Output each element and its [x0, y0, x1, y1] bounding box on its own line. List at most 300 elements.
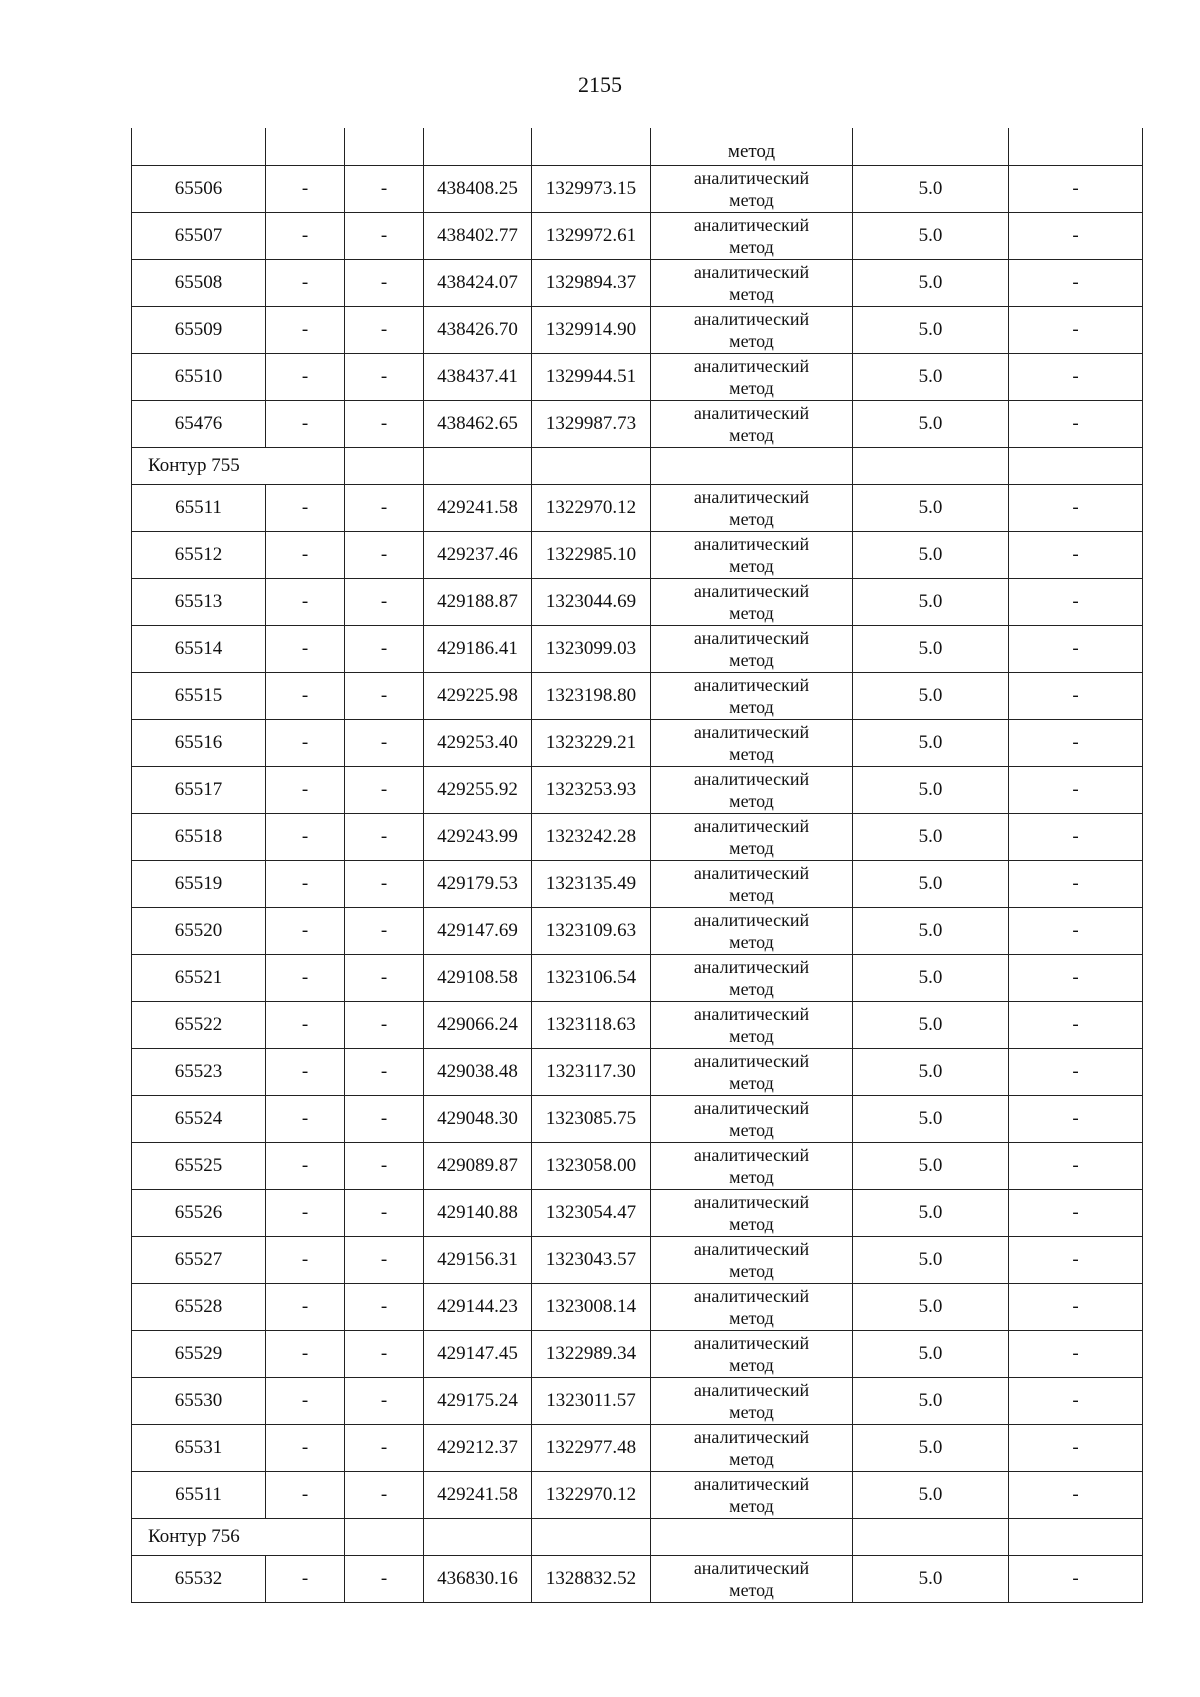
method-line-2: метод	[729, 236, 774, 257]
method-line-2: метод	[729, 1307, 774, 1328]
dash-cell: -	[345, 306, 424, 353]
method-line-2: метод	[729, 602, 774, 623]
dash-cell: -	[345, 813, 424, 860]
accuracy-cell: 5.0	[853, 165, 1009, 212]
section-row	[132, 447, 1143, 484]
dash-cell: -	[345, 907, 424, 954]
dash-cell: -	[1009, 1095, 1143, 1142]
dash-cell: -	[345, 353, 424, 400]
table-row	[132, 625, 1143, 672]
dash-cell: -	[345, 719, 424, 766]
method-line-1: аналитический	[693, 1557, 810, 1578]
accuracy-cell: 5.0	[853, 1283, 1009, 1330]
y-coordinate-cell: 1323229.21	[532, 719, 651, 766]
dash-cell: -	[266, 1001, 345, 1048]
dash-cell: -	[266, 1555, 345, 1602]
method-cell	[651, 259, 853, 306]
accuracy-cell: 5.0	[853, 1330, 1009, 1377]
dash-cell: -	[345, 484, 424, 531]
table-cell	[853, 128, 1009, 165]
method-cell	[651, 907, 853, 954]
table-cell	[424, 1518, 532, 1555]
y-coordinate-cell: 1329914.90	[532, 306, 651, 353]
dash-cell: -	[345, 766, 424, 813]
y-coordinate-cell: 1329972.61	[532, 212, 651, 259]
table-cell	[532, 447, 651, 484]
dash-cell: -	[1009, 719, 1143, 766]
method-line-1: аналитический	[693, 1426, 810, 1447]
method-cell	[651, 400, 853, 447]
accuracy-cell: 5.0	[853, 1236, 1009, 1283]
method-cell	[651, 954, 853, 1001]
method-cell	[651, 1001, 853, 1048]
point-id-cell: 65523	[132, 1048, 266, 1095]
table-row	[132, 766, 1143, 813]
accuracy-cell: 5.0	[853, 578, 1009, 625]
page-number: 2155	[578, 72, 622, 97]
method-line-2: метод	[729, 1260, 774, 1281]
accuracy-cell: 5.0	[853, 1048, 1009, 1095]
dash-cell: -	[1009, 1471, 1143, 1518]
point-id-cell: 65530	[132, 1377, 266, 1424]
method-cell	[651, 625, 853, 672]
dash-cell: -	[266, 954, 345, 1001]
accuracy-cell: 5.0	[853, 907, 1009, 954]
x-coordinate-cell: 429253.40	[424, 719, 532, 766]
table-cell	[266, 128, 345, 165]
method-line-1: аналитический	[693, 627, 810, 648]
method-line-2: метод	[729, 1354, 774, 1375]
method-cell	[651, 1471, 853, 1518]
dash-cell: -	[345, 1424, 424, 1471]
method-cell	[651, 1142, 853, 1189]
point-id-cell: 65529	[132, 1330, 266, 1377]
method-line-1: аналитический	[693, 1050, 810, 1071]
y-coordinate-cell: 1323043.57	[532, 1236, 651, 1283]
point-id-cell: 65508	[132, 259, 266, 306]
dash-cell: -	[1009, 907, 1143, 954]
section-label: Контур 756	[132, 1518, 345, 1555]
x-coordinate-cell: 429255.92	[424, 766, 532, 813]
dash-cell: -	[345, 578, 424, 625]
coordinates-table	[131, 128, 1143, 1603]
table-row	[132, 1142, 1143, 1189]
method-cell	[651, 353, 853, 400]
method-line-2: метод	[729, 743, 774, 764]
dash-cell: -	[1009, 1236, 1143, 1283]
table-cell	[424, 447, 532, 484]
table-row	[132, 212, 1143, 259]
x-coordinate-cell: 429147.45	[424, 1330, 532, 1377]
table-row	[132, 1377, 1143, 1424]
method-cell	[651, 766, 853, 813]
x-coordinate-cell: 429140.88	[424, 1189, 532, 1236]
dash-cell: -	[345, 531, 424, 578]
dash-cell: -	[1009, 531, 1143, 578]
method-line-2: метод	[729, 1213, 774, 1234]
dash-cell: -	[345, 400, 424, 447]
table-cell	[132, 128, 266, 165]
y-coordinate-cell: 1329894.37	[532, 259, 651, 306]
x-coordinate-cell: 438408.25	[424, 165, 532, 212]
dash-cell: -	[266, 578, 345, 625]
point-id-cell: 65510	[132, 353, 266, 400]
y-coordinate-cell: 1323109.63	[532, 907, 651, 954]
method-cell	[651, 1189, 853, 1236]
accuracy-cell: 5.0	[853, 625, 1009, 672]
accuracy-cell: 5.0	[853, 1377, 1009, 1424]
x-coordinate-cell: 438402.77	[424, 212, 532, 259]
accuracy-cell: 5.0	[853, 484, 1009, 531]
dash-cell: -	[1009, 1189, 1143, 1236]
y-coordinate-cell: 1323117.30	[532, 1048, 651, 1095]
method-line-2: метод	[729, 1579, 774, 1600]
method-line-1: аналитический	[693, 402, 810, 423]
dash-cell: -	[345, 1555, 424, 1602]
y-coordinate-cell: 1323198.80	[532, 672, 651, 719]
dash-cell: -	[1009, 1048, 1143, 1095]
point-id-cell: 65517	[132, 766, 266, 813]
dash-cell: -	[1009, 306, 1143, 353]
dash-cell: -	[1009, 954, 1143, 1001]
dash-cell: -	[1009, 1283, 1143, 1330]
method-cell	[651, 531, 853, 578]
y-coordinate-cell: 1323253.93	[532, 766, 651, 813]
dash-cell: -	[266, 907, 345, 954]
table-body	[132, 128, 1143, 1602]
y-coordinate-cell: 1322977.48	[532, 1424, 651, 1471]
table-cell	[345, 128, 424, 165]
x-coordinate-cell: 429179.53	[424, 860, 532, 907]
accuracy-cell: 5.0	[853, 531, 1009, 578]
dash-cell: -	[266, 766, 345, 813]
method-line-2: метод	[729, 1119, 774, 1140]
y-coordinate-cell: 1322970.12	[532, 484, 651, 531]
x-coordinate-cell: 429237.46	[424, 531, 532, 578]
dash-cell: -	[345, 1236, 424, 1283]
method-line-2: метод	[729, 884, 774, 905]
method-line-1: аналитический	[693, 1144, 810, 1165]
dash-cell: -	[1009, 860, 1143, 907]
table-row	[132, 1283, 1143, 1330]
method-line-1: аналитический	[693, 167, 810, 188]
table-row	[132, 719, 1143, 766]
dash-cell: -	[1009, 766, 1143, 813]
x-coordinate-cell: 429241.58	[424, 484, 532, 531]
point-id-cell: 65521	[132, 954, 266, 1001]
dash-cell: -	[266, 259, 345, 306]
method-line-2: метод	[729, 1025, 774, 1046]
point-id-cell: 65525	[132, 1142, 266, 1189]
method-line-1: аналитический	[693, 1332, 810, 1353]
method-line-1: аналитический	[693, 1097, 810, 1118]
continuation-row	[132, 128, 1143, 165]
method-cell	[651, 1236, 853, 1283]
table-row	[132, 672, 1143, 719]
table-cell	[853, 447, 1009, 484]
table-row	[132, 1189, 1143, 1236]
x-coordinate-cell: 429243.99	[424, 813, 532, 860]
point-id-cell: 65511	[132, 1471, 266, 1518]
dash-cell: -	[345, 1048, 424, 1095]
dash-cell: -	[266, 531, 345, 578]
dash-cell: -	[266, 1424, 345, 1471]
point-id-cell: 65515	[132, 672, 266, 719]
method-line-2: метод	[729, 790, 774, 811]
dash-cell: -	[1009, 1330, 1143, 1377]
table-row	[132, 1095, 1143, 1142]
table-row	[132, 1424, 1143, 1471]
table-row	[132, 1330, 1143, 1377]
y-coordinate-cell: 1323054.47	[532, 1189, 651, 1236]
point-id-cell: 65513	[132, 578, 266, 625]
method-line-1: аналитический	[693, 768, 810, 789]
y-coordinate-cell: 1322970.12	[532, 1471, 651, 1518]
dash-cell: -	[266, 165, 345, 212]
dash-cell: -	[1009, 1142, 1143, 1189]
dash-cell: -	[1009, 353, 1143, 400]
dash-cell: -	[345, 860, 424, 907]
method-line-2: метод	[729, 1495, 774, 1516]
accuracy-cell: 5.0	[853, 212, 1009, 259]
method-cell	[651, 1095, 853, 1142]
point-id-cell: 65526	[132, 1189, 266, 1236]
dash-cell: -	[266, 306, 345, 353]
x-coordinate-cell: 429241.58	[424, 1471, 532, 1518]
point-id-cell: 65514	[132, 625, 266, 672]
x-coordinate-cell: 429225.98	[424, 672, 532, 719]
dash-cell: -	[345, 954, 424, 1001]
dash-cell: -	[266, 212, 345, 259]
point-id-cell: 65476	[132, 400, 266, 447]
y-coordinate-cell: 1322989.34	[532, 1330, 651, 1377]
method-line-2: метод	[729, 1072, 774, 1093]
method-line-1: аналитический	[693, 1191, 810, 1212]
point-id-cell: 65519	[132, 860, 266, 907]
method-line-1: аналитический	[693, 956, 810, 977]
dash-cell: -	[266, 672, 345, 719]
method-line-1: аналитический	[693, 1285, 810, 1306]
x-coordinate-cell: 429147.69	[424, 907, 532, 954]
dash-cell: -	[1009, 1377, 1143, 1424]
accuracy-cell: 5.0	[853, 1001, 1009, 1048]
y-coordinate-cell: 1323058.00	[532, 1142, 651, 1189]
method-cell	[651, 1330, 853, 1377]
section-row	[132, 1518, 1143, 1555]
dash-cell: -	[345, 672, 424, 719]
accuracy-cell: 5.0	[853, 400, 1009, 447]
method-cell	[651, 1283, 853, 1330]
point-id-cell: 65527	[132, 1236, 266, 1283]
dash-cell: -	[266, 1095, 345, 1142]
table-cell	[532, 1518, 651, 1555]
accuracy-cell: 5.0	[853, 1424, 1009, 1471]
table-row	[132, 1001, 1143, 1048]
accuracy-cell: 5.0	[853, 860, 1009, 907]
table-row	[132, 353, 1143, 400]
method-cell	[651, 1424, 853, 1471]
method-cell	[651, 484, 853, 531]
table-row	[132, 578, 1143, 625]
x-coordinate-cell: 438462.65	[424, 400, 532, 447]
point-id-cell: 65507	[132, 212, 266, 259]
dash-cell: -	[1009, 1555, 1143, 1602]
point-id-cell: 65506	[132, 165, 266, 212]
accuracy-cell: 5.0	[853, 813, 1009, 860]
dash-cell: -	[266, 1048, 345, 1095]
method-line-1: аналитический	[693, 674, 810, 695]
accuracy-cell: 5.0	[853, 954, 1009, 1001]
dash-cell: -	[345, 625, 424, 672]
accuracy-cell: 5.0	[853, 1189, 1009, 1236]
method-line-2: метод	[729, 1166, 774, 1187]
dash-cell: -	[345, 1471, 424, 1518]
table-cell	[345, 447, 424, 484]
method-line-2: метод	[729, 189, 774, 210]
dash-cell: -	[266, 1377, 345, 1424]
method-line-2: метод	[729, 508, 774, 529]
point-id-cell: 65528	[132, 1283, 266, 1330]
dash-cell: -	[345, 1330, 424, 1377]
method-cell	[651, 1377, 853, 1424]
table-row	[132, 259, 1143, 306]
method-line-2: метод	[729, 424, 774, 445]
table-row	[132, 907, 1143, 954]
method-cell	[651, 719, 853, 766]
dash-cell: -	[1009, 1001, 1143, 1048]
method-line-1: аналитический	[693, 355, 810, 376]
table-row	[132, 531, 1143, 578]
x-coordinate-cell: 438437.41	[424, 353, 532, 400]
accuracy-cell: 5.0	[853, 766, 1009, 813]
y-coordinate-cell: 1323011.57	[532, 1377, 651, 1424]
dash-cell: -	[266, 860, 345, 907]
table-cell	[651, 1518, 853, 1555]
x-coordinate-cell: 436830.16	[424, 1555, 532, 1602]
dash-cell: -	[345, 212, 424, 259]
dash-cell: -	[266, 1283, 345, 1330]
table-cell	[853, 1518, 1009, 1555]
method-line-1: аналитический	[693, 1238, 810, 1259]
x-coordinate-cell: 429108.58	[424, 954, 532, 1001]
x-coordinate-cell: 438424.07	[424, 259, 532, 306]
y-coordinate-cell: 1323118.63	[532, 1001, 651, 1048]
dash-cell: -	[266, 353, 345, 400]
table-cell	[424, 128, 532, 165]
dash-cell: -	[266, 400, 345, 447]
dash-cell: -	[345, 1283, 424, 1330]
method-cell	[651, 165, 853, 212]
x-coordinate-cell: 429175.24	[424, 1377, 532, 1424]
table-row	[132, 400, 1143, 447]
method-line-2: метод	[729, 1401, 774, 1422]
method-cell	[651, 1048, 853, 1095]
x-coordinate-cell: 429212.37	[424, 1424, 532, 1471]
method-line-1: аналитический	[693, 580, 810, 601]
method-line-1: аналитический	[693, 214, 810, 235]
method-line-1: аналитический	[693, 308, 810, 329]
method-cell	[651, 860, 853, 907]
y-coordinate-cell: 1323106.54	[532, 954, 651, 1001]
method-cell	[651, 212, 853, 259]
method-line-2: метод	[729, 377, 774, 398]
dash-cell: -	[1009, 625, 1143, 672]
method-line-1: аналитический	[693, 1003, 810, 1024]
dash-cell: -	[266, 813, 345, 860]
method-cell	[651, 813, 853, 860]
y-coordinate-cell: 1328832.52	[532, 1555, 651, 1602]
method-line-1: аналитический	[693, 909, 810, 930]
x-coordinate-cell: 429144.23	[424, 1283, 532, 1330]
y-coordinate-cell: 1323085.75	[532, 1095, 651, 1142]
table-row	[132, 1555, 1143, 1602]
x-coordinate-cell: 429089.87	[424, 1142, 532, 1189]
dash-cell: -	[1009, 259, 1143, 306]
method-line-2: метод	[729, 555, 774, 576]
method-line-1: аналитический	[693, 1379, 810, 1400]
method-cell	[651, 672, 853, 719]
method-line-1: аналитический	[693, 261, 810, 282]
point-id-cell: 65532	[132, 1555, 266, 1602]
method-cell	[651, 578, 853, 625]
accuracy-cell: 5.0	[853, 1471, 1009, 1518]
method-line-1: аналитический	[693, 1473, 810, 1494]
table-cell	[532, 128, 651, 165]
y-coordinate-cell: 1323242.28	[532, 813, 651, 860]
accuracy-cell: 5.0	[853, 306, 1009, 353]
point-id-cell: 65511	[132, 484, 266, 531]
table-cell	[1009, 128, 1143, 165]
accuracy-cell: 5.0	[853, 719, 1009, 766]
method-line-2: метод	[729, 330, 774, 351]
x-coordinate-cell: 429186.41	[424, 625, 532, 672]
method-line-2: метод	[729, 1448, 774, 1469]
table-row	[132, 165, 1143, 212]
accuracy-cell: 5.0	[853, 1555, 1009, 1602]
method-line-2: метод	[729, 978, 774, 999]
x-coordinate-cell: 429048.30	[424, 1095, 532, 1142]
dash-cell: -	[345, 259, 424, 306]
table-row	[132, 484, 1143, 531]
method-cell	[651, 1555, 853, 1602]
x-coordinate-cell: 429188.87	[424, 578, 532, 625]
table-cell	[1009, 1518, 1143, 1555]
point-id-cell: 65522	[132, 1001, 266, 1048]
dash-cell: -	[1009, 165, 1143, 212]
dash-cell: -	[1009, 813, 1143, 860]
dash-cell: -	[345, 1377, 424, 1424]
method-line-1: аналитический	[693, 533, 810, 554]
accuracy-cell: 5.0	[853, 1142, 1009, 1189]
method-line-2: метод	[729, 283, 774, 304]
method-line-1: аналитический	[693, 486, 810, 507]
dash-cell: -	[266, 1236, 345, 1283]
x-coordinate-cell: 429038.48	[424, 1048, 532, 1095]
dash-cell: -	[1009, 672, 1143, 719]
x-coordinate-cell: 438426.70	[424, 306, 532, 353]
method-line-1: аналитический	[693, 721, 810, 742]
point-id-cell: 65512	[132, 531, 266, 578]
table-cell	[1009, 447, 1143, 484]
method-cell	[651, 306, 853, 353]
point-id-cell: 65518	[132, 813, 266, 860]
dash-cell: -	[1009, 1424, 1143, 1471]
dash-cell: -	[345, 165, 424, 212]
method-line-2: метод	[729, 696, 774, 717]
table-row	[132, 1471, 1143, 1518]
y-coordinate-cell: 1323135.49	[532, 860, 651, 907]
table-row	[132, 1236, 1143, 1283]
